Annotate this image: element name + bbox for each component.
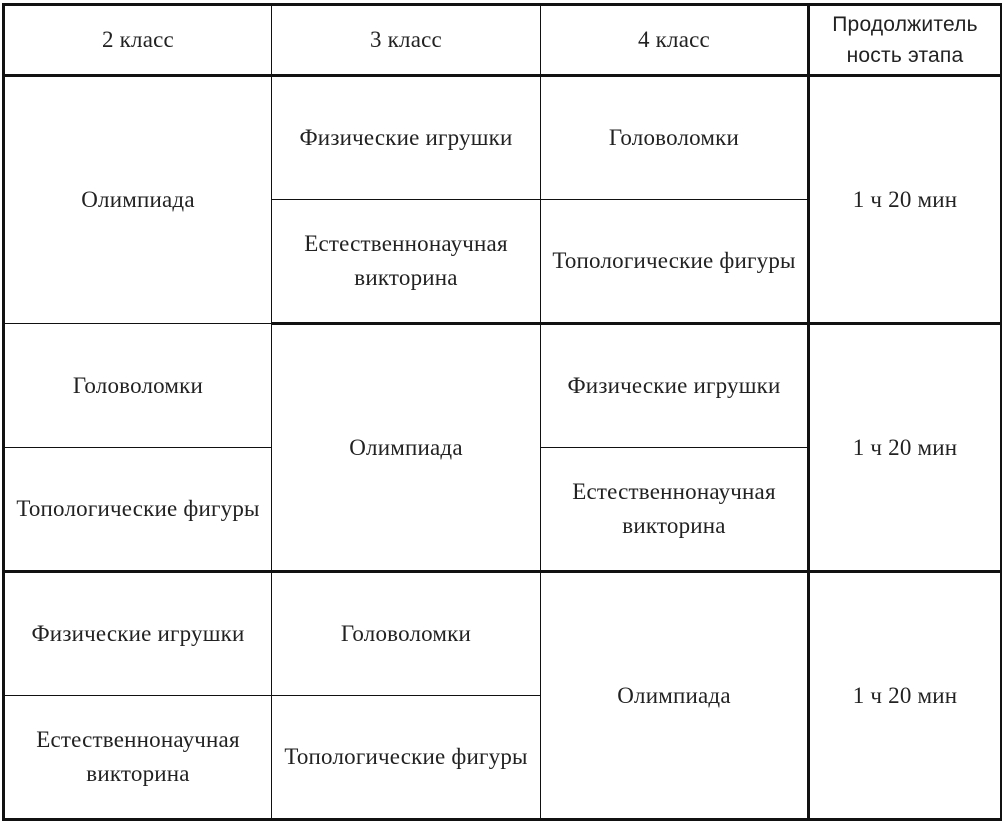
block2-grade2-cell-2: Топологические фигуры xyxy=(4,448,272,572)
block2-duration-cell: 1 ч 20 мин xyxy=(809,324,1002,572)
block3-grade3-cell-2: Топологические фигуры xyxy=(272,696,541,820)
header-duration-line-1: Продолжитель xyxy=(832,13,978,36)
header-grade-3: 3 класс xyxy=(272,5,541,76)
block3-grade2-cell-2: Естественнонаучная викторина xyxy=(4,696,272,820)
table-row xyxy=(4,76,1002,200)
block2-grade4-cell-1: Физические игрушки xyxy=(541,324,809,448)
block3-grade2-cell-1: Физические игрушки xyxy=(4,572,272,696)
block1-grade4-cell-1: Головоломки xyxy=(541,76,809,200)
block2-grade4-cell-2: Естественнонаучная викторина xyxy=(541,448,809,572)
header-grade-4: 4 класс xyxy=(541,5,809,76)
header-row xyxy=(4,5,1002,76)
block1-grade4-cell-2: Топологические фигуры xyxy=(541,200,809,324)
block3-grade3-cell-1: Головоломки xyxy=(272,572,541,696)
schedule-table xyxy=(2,3,1002,821)
block3-duration-cell: 1 ч 20 мин xyxy=(809,572,1002,820)
header-duration xyxy=(809,5,1002,76)
block1-grade3-cell-2: Естественнонаучная викторина xyxy=(272,200,541,324)
table-row xyxy=(4,572,1002,696)
block1-duration-cell: 1 ч 20 мин xyxy=(809,76,1002,324)
header-duration-line-2: ность этапа xyxy=(846,44,964,67)
block3-grade4-cell: Олимпиада xyxy=(541,572,809,820)
table-row xyxy=(4,324,1002,448)
block2-grade3-cell: Олимпиада xyxy=(272,324,541,572)
header-grade-2: 2 класс xyxy=(4,5,272,76)
block2-grade2-cell-1: Головоломки xyxy=(4,324,272,448)
block1-grade2-cell: Олимпиада xyxy=(4,76,272,324)
block1-grade3-cell-1: Физические игрушки xyxy=(272,76,541,200)
